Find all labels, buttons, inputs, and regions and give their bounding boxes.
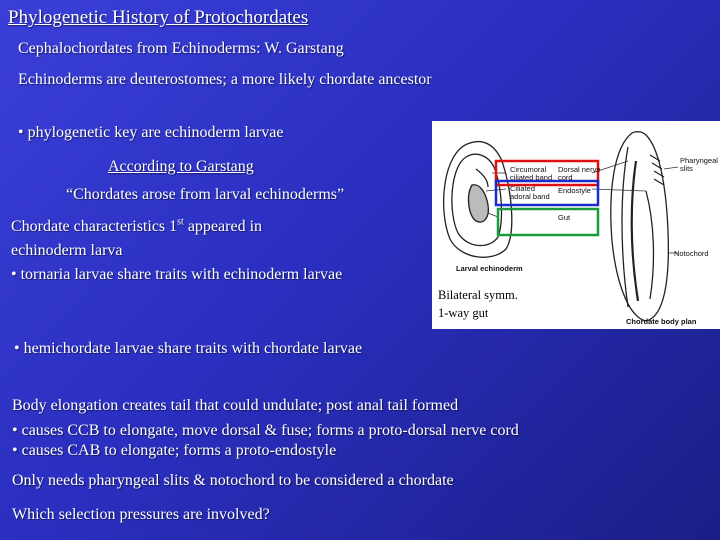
label-ciliated-adoral: Ciliated adoral band bbox=[510, 184, 550, 201]
bullet-ccb: • causes CCB to elongate, move dorsal & fuse; forms a proto-dorsal nerve cord bbox=[12, 422, 519, 439]
chordate-requirement-line: Only needs pharyngeal slits & notochord to be considered a chordate bbox=[12, 472, 454, 489]
body-elongation-line: Body elongation creates tail that could undulate; post anal tail formed bbox=[12, 397, 459, 414]
char-post: appeared in bbox=[183, 218, 263, 235]
subtitle-garstang: Cephalochordates from Echinoderms: W. Garstang bbox=[18, 40, 344, 57]
larva-gut bbox=[469, 185, 489, 222]
char-pre: Chordate characteristics 1 bbox=[11, 218, 178, 235]
garstang-quote: “Chordates arose from larval echinoderms” bbox=[66, 186, 345, 203]
echinoderm-larva-line: echinoderm larva bbox=[11, 242, 123, 259]
bullet-tornaria: • tornaria larvae share traits with echinoderm larvae bbox=[11, 266, 343, 283]
char-superscript: st bbox=[177, 216, 184, 228]
deuterostome-statement: Echinoderms are deuterostomes; a more likely chordate ancestor bbox=[18, 71, 432, 88]
label-circumoral: Circumoral ciliated band bbox=[510, 165, 553, 182]
caption-bilateral: Bilateral symm. bbox=[438, 288, 518, 302]
according-to-garstang: According to Garstang bbox=[108, 158, 254, 175]
label-dorsal-nerve-cord: Dorsal nerve cord bbox=[558, 165, 601, 182]
chordate-gut bbox=[646, 191, 653, 299]
chordate-notochord bbox=[632, 161, 638, 301]
chordate-nerve-cord bbox=[622, 147, 628, 307]
label-notochord: Notochord bbox=[674, 249, 709, 258]
larva-chordate-figure bbox=[432, 121, 720, 329]
label-endostyle: Endostyle bbox=[558, 186, 591, 195]
bullet-cab: • causes CAB to elongate; forms a proto-endostyle bbox=[12, 442, 337, 459]
bullet-hemichordate: • hemichordate larvae share traits with chordate larvae bbox=[14, 340, 363, 357]
label-gut: Gut bbox=[558, 213, 571, 222]
chordate-characteristics-line bbox=[11, 218, 262, 236]
label-pharyngeal-slits: Pharyngeal slits bbox=[680, 156, 718, 173]
label-larval-echinoderm: Larval echinoderm bbox=[456, 264, 523, 273]
chordate-slits bbox=[650, 155, 664, 185]
gut-box bbox=[498, 209, 598, 235]
caption-gut: 1-way gut bbox=[438, 306, 489, 320]
label-chordate-body-plan: Chordate body plan bbox=[626, 317, 697, 326]
bullet-phylogenetic-key: • phylogenetic key are echinoderm larvae bbox=[18, 124, 284, 141]
selection-pressure-question: Which selection pressures are involved? bbox=[12, 506, 270, 523]
slide-title: Phylogenetic History of Protochordates bbox=[8, 7, 309, 28]
